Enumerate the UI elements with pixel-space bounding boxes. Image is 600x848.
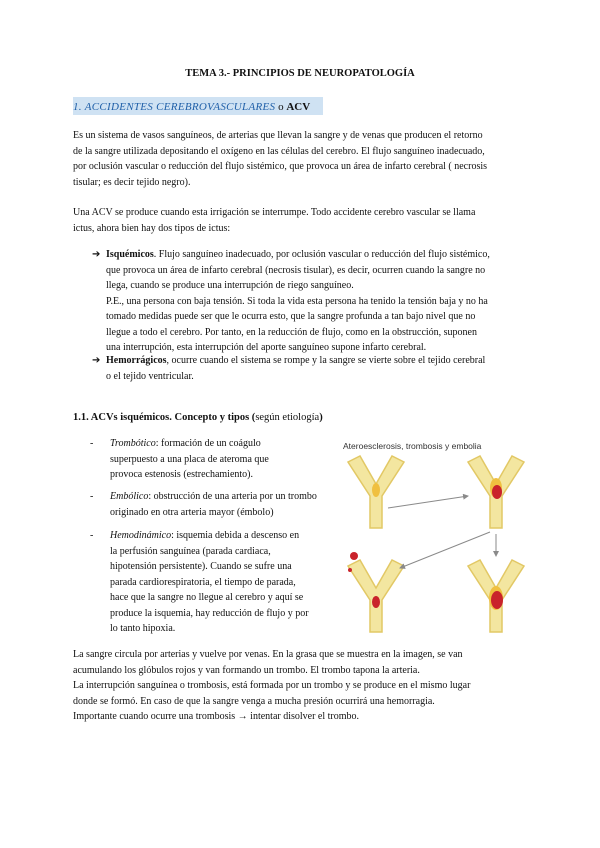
intro-line: de la sangre utilizada depositando el oxígeno en las células del cerebro. El flujo sanguíneo inadecuado, [73,145,485,157]
intro-line: por oclusión vascular o reducción del flujo sistémico, que provoca un área de infarto cerebral ( necrosis [73,161,488,172]
dash-bullet: - [90,491,94,502]
type-term: Hemodinámico [110,530,172,541]
acv-line: ictus, ahora bien hay dos tipos de ictus: [73,222,231,234]
acv-paragraph [73,205,543,236]
bullet-hemorragicos [92,353,547,384]
final-paragraph [73,647,543,725]
type-line: parada cardiorespiratoria, el tiempo de parada, [110,576,296,588]
bullet-first-line: , ocurre cuando el sistema se rompe y la sangre se vierte sobre el tejido cerebral [166,355,486,366]
type-hemodinamico [90,528,340,637]
atherosclerosis-figure [340,436,535,636]
subsection-heading-close: ) [319,412,323,423]
bullet-first-line: . Flujo sanguíneo inadecuado, por oclusión vascular o reducción del flujo sistémico, [153,249,490,260]
subsection-heading-bold: 1.1. ACVs isquémicos. Concepto y tipos ( [73,412,256,423]
type-line: superpuesto a una placa de ateroma que [110,453,269,465]
bullet-line: P.E., una persona con baja tensión. Si toda la vida esta persona ha tenido la tensión baja y no ha [106,295,488,307]
section-heading [73,97,323,115]
bullet-term: Hemorrágicos [106,355,167,366]
intro-line: tisular; es decir tejido negro). [73,176,191,188]
type-line: : isquemia debida a descenso en [171,530,300,541]
final-line: acumulando los glóbulos rojos y van formando un trombo. El trombo tapona la arteria. [73,664,420,676]
section-heading-label: 1. ACCIDENTES CEREBROVASCULARES [73,101,276,113]
vessel-bottom-right [468,560,524,632]
embolus-icon [350,552,358,560]
bullet-line: que provoca un área de infarto cerebral (necrosis tisular), es decir, ocurren cuando la sangre no [106,264,486,276]
bullet-line: o el tejido ventricular. [106,370,194,382]
type-term: Embólico [110,491,149,502]
arrow-bullet-icon: ➔ [92,355,101,366]
page-title: TEMA 3.- PRINCIPIOS DE NEUROPATOLOGÍA [185,68,415,79]
intro-line: Es un sistema de vasos sanguíneos, de arterias que llevan la sangre y de venas que producen el retorno [73,130,483,141]
bullet-term: Isquémicos [106,249,154,260]
type-line: hace que la sangre no llegue al cerebro y aquí se [110,592,304,603]
dash-bullet: - [90,530,94,541]
type-embolico [90,489,340,520]
final-line: La interrupción sanguínea o trombosis, está formada por un trombo y se produce en el mismo lugar [73,680,471,691]
bullet-line: tomado medidas puede ser que le ocurra esto, que la sangre profunda a tan bajo nivel que no [106,311,476,322]
dash-bullet: - [90,438,94,449]
bullet-line: llegue a todo el cerebro. Por tanto, en la reducción de flujo, como en la obstrucción, suponen [106,326,477,338]
bullet-isquemicos [92,247,547,356]
type-line: provoca estenosis (estrechamiento). [110,469,254,480]
subsection-heading-normal: según etiología [255,412,320,423]
final-line: donde se formó. En caso de que la sangre venga a mucha presión ocurrirá una hemorragia. [73,695,435,707]
type-line: produce la isquemia, hay reducción de flujo y por [110,607,309,619]
type-line: lo tanto hipoxia. [110,623,176,634]
acv-line: Una ACV se produce cuando esta irrigación se interrumpe. Todo accidente cerebro vascular se llama [73,207,476,218]
arrow-bullet-icon: ➔ [92,249,101,260]
intro-paragraph [73,128,543,190]
type-trombotico [90,436,340,483]
final-line: La sangre circula por arterias y vuelve por venas. En la grasa que se muestra en la imagen, se van [73,649,463,660]
type-line: : formación de un coágulo [155,438,261,449]
vessel-bottom-left [348,552,404,632]
bullet-line: llega, cuando se produce una interrupción de riego sanguíneo. [106,280,354,291]
type-line: originado en otra arteria mayor (émbolo) [110,506,274,518]
type-term: Trombótico [110,438,156,449]
vessel-top-left [348,456,404,528]
bullet-line: una interrupción, esta interrupción del aporte sanguíneo supone infarto cerebral. [106,342,427,353]
figure-title: Ateroesclerosis, trombosis y embolia [343,441,482,451]
final-line: Importante cuando ocurre una trombosis → intentar disolver el trombo. [73,711,360,722]
type-line: la perfusión sanguínea (parada cardiaca, [110,545,271,557]
type-line: : obstrucción de una arteria por un trombo [148,491,317,502]
section-heading-acv: ACV [286,101,311,113]
arrow-icon [388,496,468,508]
section-heading-conj: o [275,101,287,113]
type-line: hipotensión persistente). Cuando se sufre una [110,561,292,572]
vessel-top-right [468,456,524,528]
subsection-heading [73,410,403,425]
